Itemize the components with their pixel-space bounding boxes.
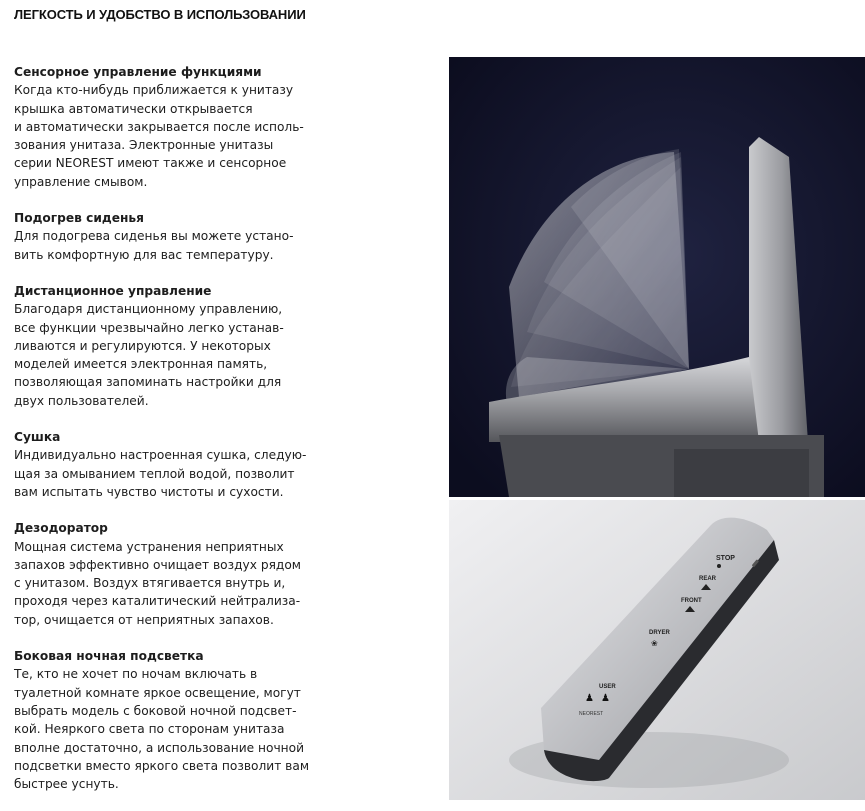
section-line: Индивидуально настроенная сушка, следую-: [14, 448, 307, 463]
section-line: и автоматически закрывается после исполь-: [14, 119, 304, 134]
section-line: ливаются и регулируются. У некоторых: [14, 338, 271, 353]
section-touch-control: [14, 63, 434, 191]
section-line: вполне достаточно, а использование ночной: [14, 740, 305, 755]
section-drying: [14, 428, 434, 501]
section-line: проходя через каталитический нейтрализа-: [14, 594, 301, 609]
section-line: вам испытать чувство чистоты и сухости.: [14, 484, 284, 499]
toilet-illustration: [449, 57, 865, 497]
section-line: быстрее уснуть.: [14, 777, 119, 792]
section-line: кой. Неяркого света по сторонам унитаза: [14, 722, 285, 737]
section-line: подсветки вместо яркого света позволит вам: [14, 758, 310, 773]
section-deodorizer: [14, 519, 434, 629]
text-column: [14, 63, 434, 811]
section-line: выбрать модель с боковой ночной подсвет-: [14, 703, 297, 718]
user2-button-icon[interactable]: ♟: [601, 693, 610, 704]
remote-brand-label: NEOREST: [579, 711, 604, 717]
section-line: щая за омыванием теплой водой, позволит: [14, 466, 295, 481]
section-line: все функции чрезвычайно легко устанав-: [14, 320, 284, 335]
section-line: управление смывом.: [14, 174, 148, 189]
section-line: зования унитаза. Электронные унитазы: [14, 138, 274, 153]
remote-stop-label: STOP: [716, 555, 735, 562]
section-line: туалетной комнате яркое освещение, могут: [14, 685, 301, 700]
section-remote-control: [14, 282, 434, 410]
section-line: тор, очищается от неприятных запахов.: [14, 612, 274, 627]
user1-button-icon[interactable]: ♟: [585, 693, 594, 704]
remote-dryer-label: DRYER: [649, 630, 670, 636]
section-night-light: [14, 647, 434, 793]
section-line: двух пользователей.: [14, 393, 149, 408]
section-heading: Сенсорное управление функциями: [14, 65, 262, 79]
page-title: ЛЕГКОСТЬ И УДОБСТВО В ИСПОЛЬЗОВАНИИ: [14, 7, 306, 22]
section-heading: Дезодоратор: [14, 521, 108, 536]
section-seat-heating: [14, 209, 434, 264]
section-line: Те, кто не хочет по ночам включать в: [14, 667, 258, 682]
remote-user-label: USER: [599, 684, 616, 690]
section-heading: Боковая ночная подсветка: [14, 649, 204, 664]
remote-front-label: FRONT: [681, 598, 702, 604]
section-line: серии NEOREST имеют также и сенсорное: [14, 156, 287, 171]
section-heading: Сушка: [14, 430, 61, 445]
stop-button-icon[interactable]: [717, 564, 721, 568]
section-line: с унитазом. Воздух втягивается внутрь и,: [14, 576, 286, 591]
dryer-button-icon[interactable]: ❀: [651, 639, 658, 648]
toilet-photo: [449, 57, 865, 497]
section-line: моделей имеется электронная память,: [14, 357, 268, 372]
section-line: крышка автоматически открывается: [14, 101, 253, 116]
toilet-panel: [674, 449, 809, 497]
remote-illustration: [449, 500, 865, 800]
section-line: вить комфортную для вас температуру.: [14, 247, 274, 262]
remote-photo: [449, 500, 865, 800]
section-heading: Дистанционное управление: [14, 283, 212, 298]
section-line: Когда кто-нибудь приближается к унитазу: [14, 83, 294, 98]
section-heading: Подогрев сиденья: [14, 211, 144, 226]
section-line: Мощная система устранения неприятных: [14, 539, 284, 554]
section-line: запахов эффективно очищает воздух рядом: [14, 557, 301, 572]
section-line: Благодаря дистанционному управлению,: [14, 302, 283, 317]
remote-rear-label: REAR: [699, 576, 717, 582]
section-line: позволяющая запоминать настройки для: [14, 375, 282, 390]
section-line: Для подогрева сиденья вы можете устано-: [14, 229, 294, 244]
